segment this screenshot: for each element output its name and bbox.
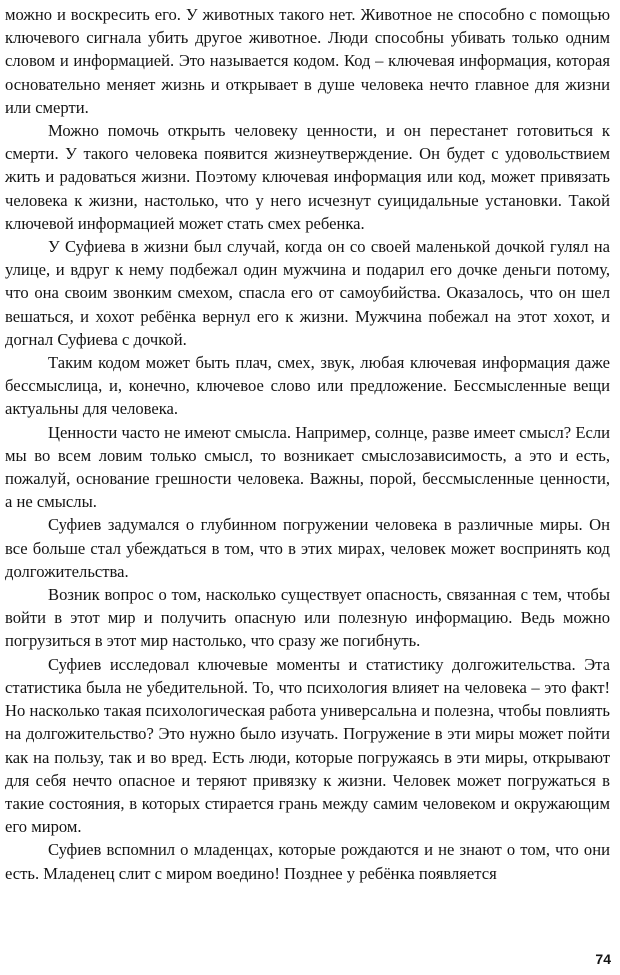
paragraph-2: Можно помочь открыть человеку ценности, и он перестанет готовиться к смерти. У такого человека появится жизнеутверждение. Он будет с удовольствием жить и радоваться жизни. Поэтому ключевая информация или код, может привязать человека к жизни, настолько, что у него исчезнут суицидальные установки. Такой ключевой информацией может стать смех ребенка.	[5, 121, 610, 233]
paragraph-8: Суфиев исследовал ключевые моменты и статистику долгожительства. Эта статистика была не убедительной. То, что психология влияет на человека – это факт! Но насколько такая психологическая работа универсальна и полезна, чтобы повлиять на долгожительство? Это нужно было изучать. Погружение в эти миры может пойти как на пользу, так и во вред. Есть люди, которые погружаясь в эти миры, открывают для себя нечто опасное и теряют привязку к жизни. Человек может погружаться в такие состояния, в которых стирается грань между самим человеком и окружающим его миром.	[5, 654, 610, 837]
paragraph-6: Суфиев задумался о глубинном погружении человека в различные миры. Он все больше стал убеждаться в том, что в этих мирах, человек может воспринять код долгожительства.	[5, 515, 610, 581]
paragraph-3: У Суфиева в жизни был случай, когда он со своей маленькой дочкой гулял на улице, и вдруг к нему подбежал один мужчина и подарил его дочке деньги потому, что она своим звонким смехом, спасла его от самоубийства. Оказалось, что он шел вешаться, и хохот ребёнка вернул его к жизни. Мужчина побежал на этот хохот, и догнал Суфиева с дочкой.	[5, 237, 610, 349]
page-number: 74	[595, 951, 611, 967]
paragraph-5: Ценности часто не имеют смысла. Например, солнце, разве имеет смысл? Если мы во всем ловим только смысл, то возникает смыслозависимость, а это и есть, пожалуй, основание грешности человека. Важны, порой, бессмысленные ценности, а не смыслы.	[5, 422, 610, 512]
paragraph-7: Возник вопрос о том, насколько существует опасность, связанная с тем, чтобы войти в этот мир и получить опасную или полезную информацию. Ведь можно погрузиться в этот мир настолько, что сразу же погибнуть.	[5, 585, 610, 651]
paragraph-1: можно и воскресить его. У животных такого нет. Животное не способно с помощью ключевого сигнала убить другое животное. Люди способны убивать только одним словом и информацией. Это называется кодом. Код – ключевая информация, которая основательно меняет жизнь и открывает в душе человека нечто главное для жизни или смерти.	[5, 5, 610, 117]
page-text	[5, 3, 610, 885]
paragraph-4: Таким кодом может быть плач, смех, звук, любая ключевая информация даже бессмыслица, и, конечно, ключевое слово или предложение. Бессмысленные вещи актуальны для человека.	[5, 353, 610, 419]
paragraph-9: Суфиев вспомнил о младенцах, которые рождаются и не знают о том, что они есть. Младенец слит с миром воедино! Позднее у ребёнка появляется	[5, 840, 610, 883]
